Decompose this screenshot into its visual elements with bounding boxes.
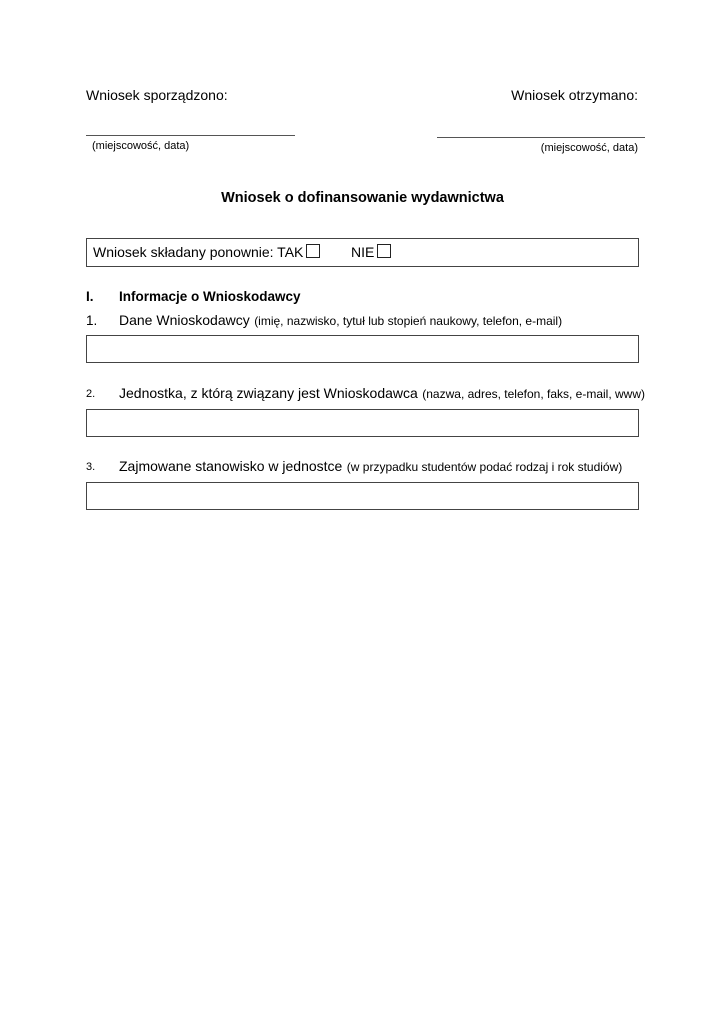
question-3-hint: (w przypadku studentów podać rodzaj i rok studiów) [346, 460, 623, 474]
position-field[interactable] [86, 482, 639, 510]
resubmission-no-checkbox[interactable] [377, 244, 391, 258]
question-1-number: 1. [86, 313, 98, 328]
resubmission-yes-checkbox[interactable] [306, 244, 320, 258]
resubmission-label: Wniosek składany ponownie: TAK [93, 244, 304, 260]
question-2-label [119, 385, 645, 403]
resubmission-box [86, 238, 639, 267]
applicant-data-field[interactable] [86, 335, 639, 363]
section-number: I. [86, 289, 94, 304]
question-2-hint: (nazwa, adres, telefon, faks, e-mail, www) [422, 387, 646, 401]
received-place-date-line[interactable] [437, 137, 645, 138]
question-3-number: 3. [86, 461, 96, 473]
section-title: Informacje o Wnioskodawcy [119, 289, 301, 304]
question-1-label [119, 312, 562, 330]
resubmission-no-group [351, 244, 391, 260]
prepared-place-date-caption: (miejscowość, data) [92, 140, 190, 152]
question-1-hint: (imię, nazwisko, tytuł lub stopień naukowy, telefon, e-mail) [254, 314, 563, 328]
question-3-label [119, 458, 622, 476]
question-3-title: Zajmowane stanowisko w jednostce [119, 458, 343, 474]
resubmission-no-label: NIE [351, 244, 375, 260]
question-2-title: Jednostka, z którą związany jest Wnioskodawca [119, 385, 418, 401]
question-2-number: 2. [86, 388, 96, 400]
document-title: Wniosek o dofinansowanie wydawnictwa [221, 190, 504, 206]
prepared-place-date-line[interactable] [86, 135, 295, 136]
received-place-date-caption: (miejscowość, data) [540, 142, 638, 154]
resubmission-yes-group [93, 244, 320, 260]
prepared-label: Wniosek sporządzono: [86, 87, 228, 103]
question-1-title: Dane Wnioskodawcy [119, 312, 250, 328]
affiliated-unit-field[interactable] [86, 409, 639, 437]
received-label: Wniosek otrzymano: [511, 87, 638, 103]
